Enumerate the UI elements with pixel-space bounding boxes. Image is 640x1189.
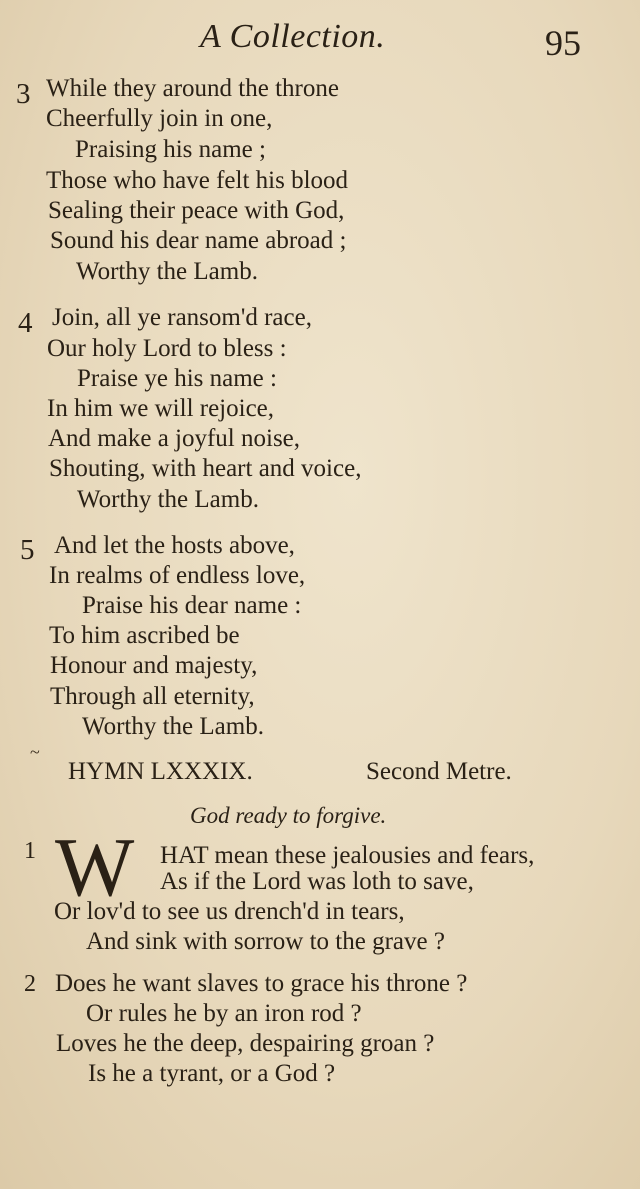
verse-line: To him ascribed be <box>49 622 240 649</box>
verse-number: 3 <box>16 78 31 110</box>
verse-line: Honour and majesty, <box>50 652 258 679</box>
hymn-metre: Second Metre. <box>366 758 512 785</box>
verse-number: 2 <box>24 971 36 997</box>
verse-line: Loves he the deep, despairing groan ? <box>56 1030 435 1057</box>
verse-line: Or rules he by an iron rod ? <box>86 1000 362 1027</box>
verse-line: Join, all ye ransom'd race, <box>52 304 312 331</box>
verse-line: Shouting, with heart and voice, <box>49 455 362 482</box>
verse-line: Our holy Lord to bless : <box>47 335 287 362</box>
hymn-heading: HYMN LXXXIX. <box>68 758 253 785</box>
verse-line: Cheerfully join in one, <box>46 105 273 132</box>
verse-line: As if the Lord was loth to save, <box>160 868 474 895</box>
running-header-title: A Collection. <box>200 18 386 55</box>
drop-cap: W <box>55 821 135 914</box>
verse-line: Through all eternity, <box>50 683 255 710</box>
verse-line: And let the hosts above, <box>54 532 295 559</box>
verse-line: Is he a tyrant, or a God ? <box>88 1060 336 1087</box>
verse-line: In him we will rejoice, <box>47 395 275 422</box>
hymn-subtitle: God ready to forgive. <box>190 803 387 828</box>
verse-line: Praise ye his name : <box>77 365 277 392</box>
verse-line: Or lov'd to see us drench'd in tears, <box>54 898 405 925</box>
verse-line: Praising his name ; <box>75 136 266 163</box>
verse-line: HAT mean these jealousies and fears, <box>160 842 535 869</box>
verse-line: Worthy the Lamb. <box>82 713 264 740</box>
printer-mark: ~ <box>30 742 40 762</box>
verse-line: Does he want slaves to grace his throne ? <box>55 970 468 997</box>
verse-line: Worthy the Lamb. <box>77 486 259 513</box>
verse-number: 5 <box>20 534 35 566</box>
verse-line: And sink with sorrow to the grave ? <box>86 928 445 955</box>
page-number: 95 <box>545 23 581 63</box>
verse-number: 1 <box>24 838 36 864</box>
verse-line: Praise his dear name : <box>82 592 302 619</box>
verse-line: In realms of endless love, <box>49 562 306 589</box>
verse-line: And make a joyful noise, <box>48 425 301 452</box>
verse-line: Sealing their peace with God, <box>48 197 345 224</box>
verse-line: While they around the throne <box>46 75 339 102</box>
verse-line: Those who have felt his blood <box>46 167 349 194</box>
verse-line: Sound his dear name abroad ; <box>50 227 347 254</box>
verse-line: Worthy the Lamb. <box>76 258 258 285</box>
verse-number: 4 <box>18 307 33 339</box>
